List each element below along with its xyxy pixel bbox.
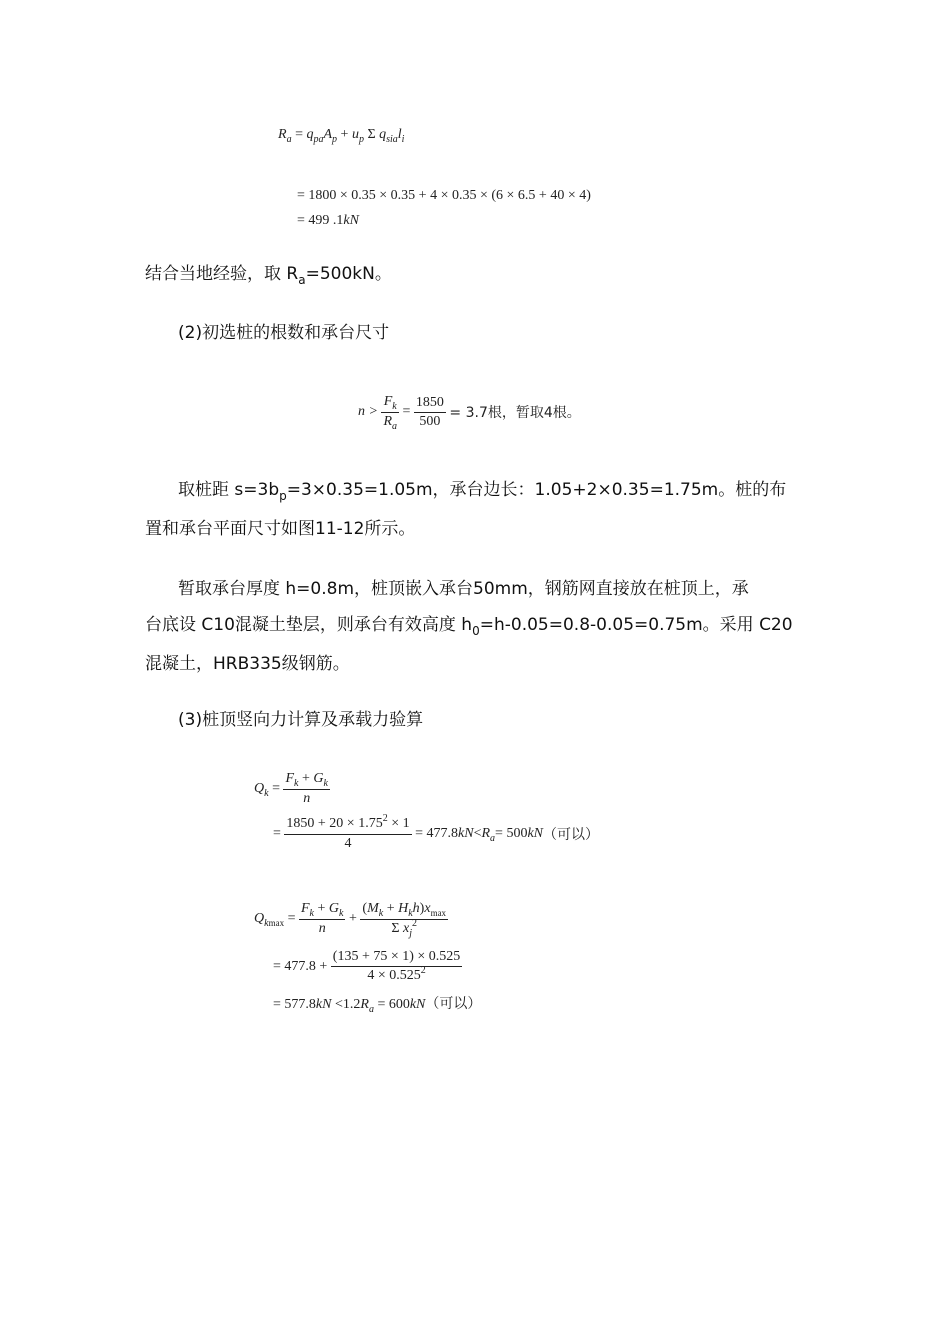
eq4-fraction-1: $\frac{F_k + G_k}{n}$ (300, 901, 344, 936)
eq4-note: （可以） (425, 996, 482, 1012)
para1-suffix: =500kN。 (305, 264, 392, 284)
equation-qkmax-result: = $577.8kN <1.2R_a = 600kN$（可以） (273, 996, 482, 1015)
equation-ra-definition: $R_a = q_{pa}A_p + u_p$ Σ $q_{sia}l_i$ (278, 127, 405, 145)
para1-sub: a (298, 273, 306, 287)
heading-vertical-force: (3)桩顶竖向力计算及承载力验算 (178, 710, 424, 730)
equation-qk-result: = $\frac{1850 + 20 \times 1.75^2 \times 1}{4}$ = 477.8 kN < $R_a$ = 500 kN （可以） (273, 813, 600, 851)
para1-prefix: 结合当地经验，取 R (145, 264, 299, 284)
heading-pile-count: (2)初选桩的根数和承台尺寸 (178, 323, 390, 343)
eq2-fraction-2: $\frac{1850}{500}$ (415, 394, 444, 429)
eq2-lhs: n > (358, 404, 378, 419)
eq3-note: （可以） (543, 827, 600, 843)
eq4-line2-fraction: $\frac{(135 + 75 \times 1) \times 0.525}{4 \times 0.525^2}$ (332, 949, 461, 983)
eq3-line2-fraction: $\frac{1850 + 20 \times 1.75^2 \times 1}{4}$ (286, 813, 410, 851)
paragraph-cap-thickness-line1: 暂取承台厚度 h=0.8m，桩顶嵌入承台50mm，钢筋网直接放在桩顶上，承 (178, 579, 749, 599)
paragraph-pile-spacing-line1: 取桩距 $s=3b_p=3\times 0.35=1.05m$，承台边长：1.05+2×0.35=1.75m。桩的布 (178, 480, 787, 503)
paragraph-ra-value (145, 264, 392, 287)
paragraph-cap-thickness-line2: 台底设 C10混凝土垫层，则承台有效高度 $h_0=h-0.05=0.8-0.05=0.75m$。采用 C20 (145, 615, 793, 638)
eq2-fraction-1: $\frac{F_k}{R_a}$ (383, 393, 398, 432)
eq4-fraction-2: $\frac{(M_k + H_kh)x_{max}}{\Sigma x_j^2}$ (362, 900, 447, 939)
equation-qkmax-substitution: = 477.8 + $\frac{(135 + 75 \times 1) \times 0.525}{4 \times 0.525^2}$ (273, 946, 462, 988)
equation-qk-definition: $Q_k$ = $\frac{F_k + G_k}{n}$ (254, 771, 328, 806)
paragraph-cap-thickness-line3: 混凝土，HRB335级钢筋。 (145, 654, 350, 674)
eq2-result: = 3.7根，暂取4根。 (449, 405, 581, 421)
eq3-fraction: $\frac{F_k + G_k}{n}$ (285, 771, 328, 806)
equation-ra-result: = 499 .1kN (297, 213, 359, 228)
equation-ra-substitution: = 1800 × 0.35 × 0.35 + 4 × 0.35 × (6 × 6.5 + 40 × 4) (297, 188, 591, 203)
equation-qkmax-definition: $Q_k$ max = $\frac{F_k + G_k}{n}$ + $\frac{(M_k + H_kh)x_{max}}{\Sigma x_j^2}$ (254, 900, 447, 939)
paragraph-pile-spacing-line2: 置和承台平面尺寸如图11-12所示。 (145, 519, 416, 539)
equation-pile-count: n > $\frac{F_k}{R_a}$ = $\frac{1850}{500}$ = 3.7根，暂取4根。 (358, 393, 581, 432)
